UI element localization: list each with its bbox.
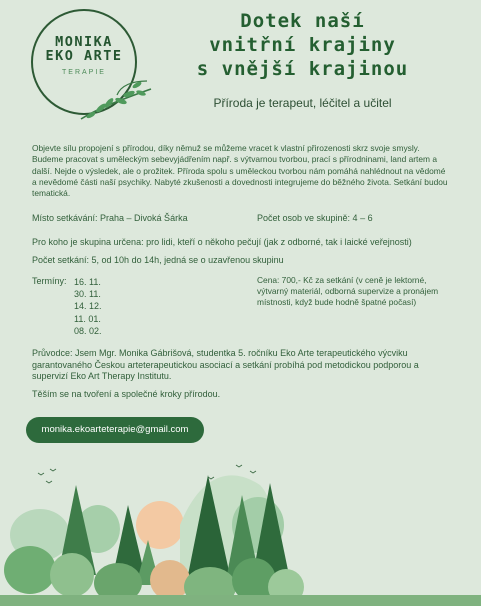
price-info: Cena: 700,- Kč za setkání (v ceně je lektorné, výtvarný materiál, odborná supervize a pronájem místnosti, když bude hodně špatné počasí) [257, 275, 439, 308]
term-date: 14. 12. [74, 301, 102, 312]
title-line3: s vnější krajinou [196, 58, 409, 80]
meetings-info: Počet setkání: 5, od 10h do 14h, jedná se o uzavřenou skupinu [32, 255, 284, 265]
leaf-branch-icon [77, 75, 155, 123]
logo-name [33, 35, 135, 63]
subtitle: Příroda je terapeut, léčitel a učitel [213, 96, 392, 110]
terms-label: Termíny: [32, 276, 67, 286]
term-date: 16. 11. [74, 277, 101, 287]
title-line2: vnitřní krajiny [209, 34, 396, 56]
logo-name-line2: EKO ARTE [45, 48, 123, 64]
logo-name-line1: MONIKA [55, 34, 113, 50]
email-link[interactable]: monika.ekoarteterapie@gmail.com [26, 417, 204, 443]
group-size-info: Počet osob ve skupině: 4 – 6 [257, 213, 373, 223]
closing-text: Těším se na tvoření a společné kroky přírodou. [32, 389, 221, 399]
audience-info: Pro koho je skupina určena: pro lidi, kteří o někoho pečují (jak z odborné, tak i laické veřejnosti) [32, 237, 412, 247]
forest-illustration [0, 455, 481, 606]
terms-dates [74, 276, 102, 337]
title-line1: Dotek naší [240, 10, 365, 32]
place-info: Místo setkávání: Praha – Divoká Šárka [32, 213, 188, 223]
logo-sub: TERAPIE [62, 69, 106, 76]
logo [31, 9, 137, 115]
term-date: 30. 11. [74, 289, 101, 300]
page-title [150, 9, 455, 81]
guide-text: Průvodce: Jsem Mgr. Monika Gábrišová, studentka 5. ročníku Eko Arte terapeutického výcviku garantovaného Českou arteterapeutickou asociací a setkání probíhá pod metodickou podporou a supervizí Eko Art Therapy Institutu. [32, 348, 419, 381]
term-date: 08. 02. [74, 325, 102, 336]
intro-text: Objevte sílu propojení s přírodou, díky němuž se můžeme vracet k vlastní přirozenosti skrz svoje smysly. Budeme pracovat s uměleckým sebevyjádřením např. s výtvarnou tvorbou, prací s přírodninami, land artem a další. Nejde o výsledek, ale o prožitek. Příroda spolu s uměleckou tvorbou nám pomáhá nahlédnout na vědomé a nevědomé části naší psychiky. Nabyté zkušenosti a dovednosti integrujeme do běžného života. Setkání budou tematická. [32, 143, 448, 199]
term-date: 11. 01. [74, 313, 101, 324]
